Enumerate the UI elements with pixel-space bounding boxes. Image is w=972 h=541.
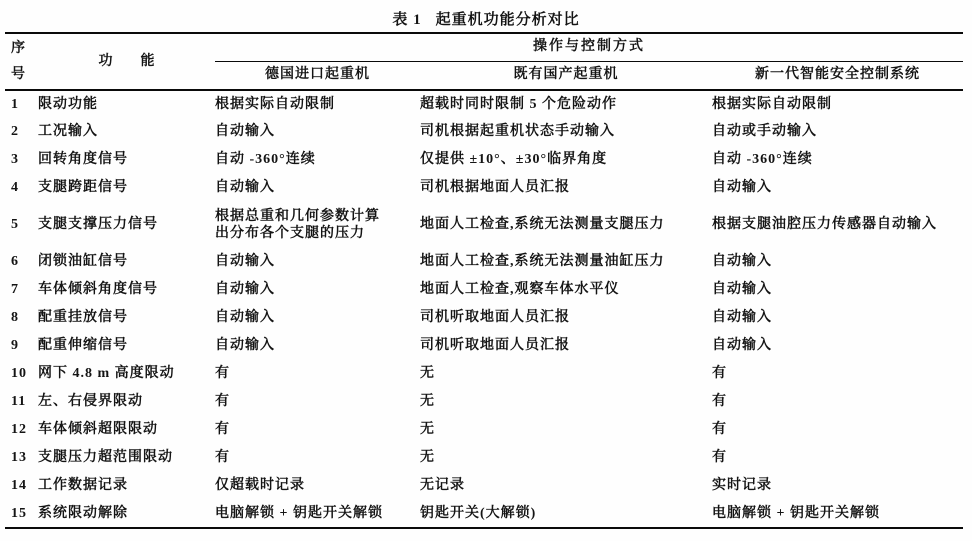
header-seq-line2: 号 [11,66,25,82]
cell-german: 自动输入 [215,180,275,195]
table-row [5,388,963,416]
table-row [5,276,963,304]
cell-newgen: 有 [712,422,727,437]
table-row [5,416,963,444]
table-row [5,472,963,500]
table-row [5,118,963,146]
cell-function: 系统限动解除 [38,505,128,521]
cell-no: 7 [11,282,19,297]
cell-newgen: 自动输入 [712,282,772,297]
cell-newgen: 自动输入 [712,180,772,195]
cell-german-text: 根据总重和几何参数计算出分布各个支腿的压力 [215,209,380,241]
cell-newgen: 自动输入 [712,338,772,353]
cell-function: 支腿压力超范围限动 [38,450,173,465]
table-row [5,332,963,360]
cell-domestic: 无 [420,450,435,465]
cell-newgen: 自动或手动输入 [712,124,817,139]
cell-no: 9 [11,338,19,353]
cell-function: 工作数据记录 [38,478,128,493]
cell-function: 限动功能 [38,96,98,112]
cell-no: 8 [11,310,19,325]
table-header [5,33,963,90]
cell-function: 支腿支撑压力信号 [38,217,158,232]
cell-no: 13 [11,450,27,465]
cell-function: 左、右侵界限动 [38,394,143,409]
header-seq-line1: 序 [11,40,25,56]
header-german-crane: 德国进口起重机 [215,61,420,90]
cell-german: 自动输入 [215,282,275,297]
cell-newgen: 自动 -360°连续 [712,152,813,167]
cell-function: 车体倾斜超限限动 [38,422,158,437]
cell-newgen: 自动输入 [712,254,772,269]
cell-german: 自动输入 [215,310,275,325]
cell-german: 有 [215,394,230,409]
cell-newgen: 实时记录 [712,478,772,493]
cell-function: 闭锁油缸信号 [38,254,128,269]
table-row [5,90,963,118]
cell-domestic: 地面人工检查,系统无法测量油缸压力 [420,254,665,269]
cell-function: 车体倾斜角度信号 [38,282,158,297]
cell-domestic: 司机听取地面人员汇报 [420,310,570,325]
cell-domestic: 仅提供 ±10°、±30°临界角度 [420,152,608,167]
cell-german: 有 [215,366,230,381]
cell-newgen: 电脑解锁 + 钥匙开关解锁 [712,505,880,521]
cell-german: 自动输入 [215,338,275,353]
cell-function: 回转角度信号 [38,152,128,167]
cell-domestic: 司机听取地面人员汇报 [420,338,570,353]
cell-german: 有 [215,450,230,465]
header-seq [5,33,38,90]
cell-german: 电脑解锁 + 钥匙开关解锁 [215,505,383,521]
cell-domestic: 司机根据地面人员汇报 [420,180,570,195]
cell-domestic: 无 [420,422,435,437]
cell-domestic: 地面人工检查,系统无法测量支腿压力 [420,217,665,232]
table-row [5,500,963,528]
cell-no: 1 [11,96,19,112]
cell-no: 12 [11,422,27,437]
table-row [5,202,963,248]
cell-no: 5 [11,217,19,232]
cell-domestic: 地面人工检查,观察车体水平仪 [420,282,620,297]
cell-function: 配重挂放信号 [38,310,128,325]
table-title-label: 表 1 [392,12,422,28]
cell-domestic: 钥匙开关(大解锁) [420,505,537,521]
cell-no: 10 [11,366,27,381]
cell-german: 根据实际自动限制 [215,96,335,112]
table-row [5,444,963,472]
cell-german: 自动输入 [215,124,275,139]
cell-german: 仅超载时记录 [215,478,305,493]
table-title-text: 起重机功能分析对比 [435,12,580,28]
cell-newgen: 有 [712,450,727,465]
table-row [5,146,963,174]
comparison-table [5,32,963,529]
cell-no: 6 [11,254,19,269]
cell-newgen: 自动输入 [712,310,772,325]
cell-newgen: 根据实际自动限制 [712,96,832,112]
table-row [5,304,963,332]
cell-domestic: 无 [420,394,435,409]
cell-no: 2 [11,124,19,139]
table-row [5,174,963,202]
cell-no: 15 [11,505,27,521]
header-function: 功 能 [38,33,215,90]
header-newgen-system: 新一代智能安全控制系统 [712,61,963,90]
table-row [5,248,963,276]
cell-newgen: 有 [712,394,727,409]
cell-german: 自动 -360°连续 [215,152,316,167]
cell-german: 自动输入 [215,254,275,269]
header-group-operation-control: 操作与控制方式 [215,33,963,61]
cell-no: 3 [11,152,19,167]
cell-german: 有 [215,422,230,437]
cell-german [215,202,420,248]
table-body [5,90,963,528]
cell-domestic: 司机根据起重机状态手动输入 [420,124,615,139]
cell-newgen: 根据支腿油腔压力传感器自动输入 [712,217,937,232]
cell-function: 支腿跨距信号 [38,180,128,195]
table-row [5,360,963,388]
cell-function: 工况输入 [38,124,98,139]
table-header-row-group [5,33,963,61]
cell-domestic: 无记录 [420,478,465,493]
cell-domestic: 无 [420,366,435,381]
cell-domestic: 超载时同时限制 5 个危险动作 [420,96,617,112]
cell-no: 4 [11,180,19,195]
cell-function: 网下 4.8 m 高度限动 [38,366,175,381]
cell-no: 11 [11,394,27,409]
header-domestic-crane: 既有国产起重机 [420,61,712,90]
cell-newgen: 有 [712,366,727,381]
cell-no: 14 [11,478,27,493]
cell-function: 配重伸缩信号 [38,338,128,353]
table-title [0,0,972,32]
